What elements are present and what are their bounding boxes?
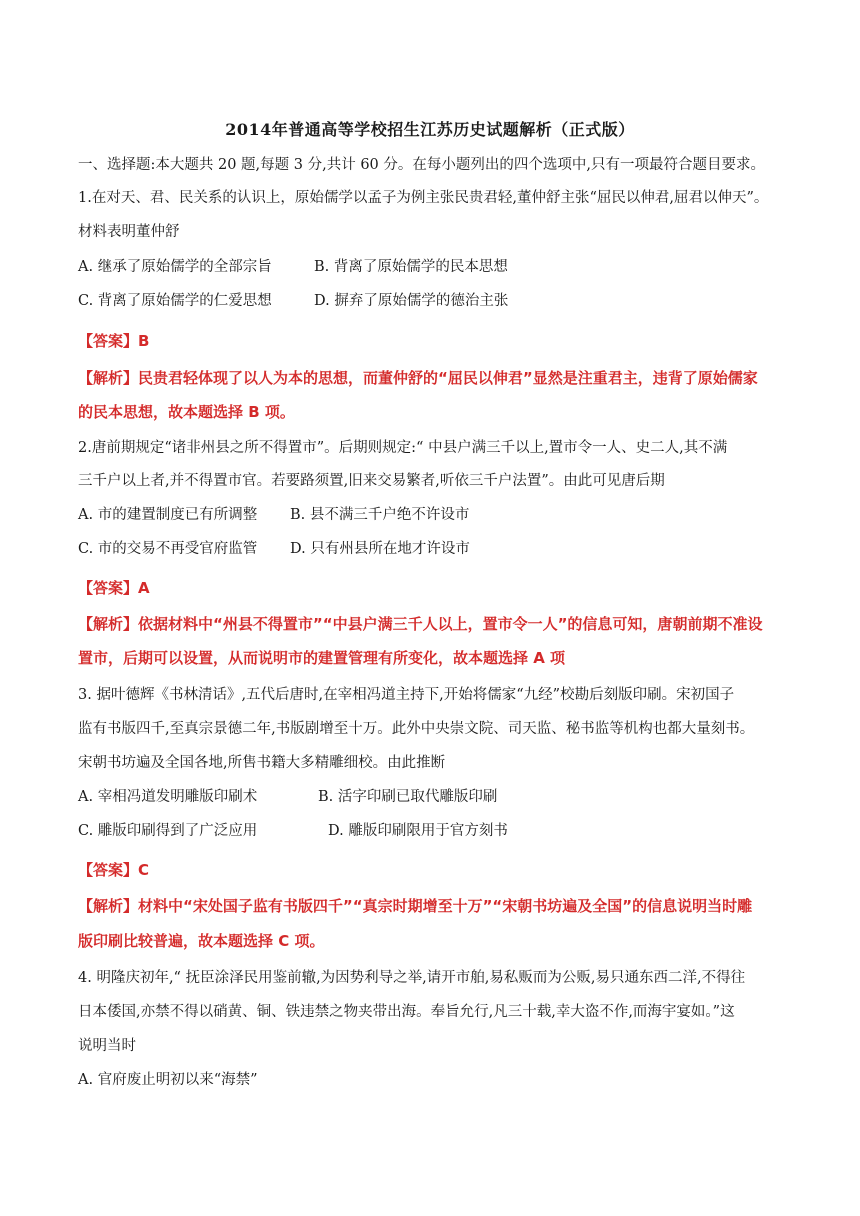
question-2-option-d: D. 只有州县所在地才许设市 (290, 541, 470, 557)
question-4-stem-line-2: 日本倭国,亦禁不得以硝黄、铜、铁违禁之物夹带出海。奉旨允行,凡三十载,幸大盗不作,而海宇宴如。”这 (78, 1004, 735, 1020)
question-3-stem-line-2: 监有书版四千,至真宗景德二年,书版剧增至十万。此外中央崇文院、司天监、秘书监等机构也都大量刻书。 (78, 721, 755, 737)
question-2-option-b: B. 县不满三千户绝不许设市 (290, 507, 470, 523)
question-1-analysis-line-1: 【解析】民贵君轻体现了以人为本的思想，而董仲舒的“屈民以伸君”显然是注重君主，违背了原始儒家 (78, 369, 758, 387)
question-1-analysis-line-2: 的民本思想，故本题选择 B 项。 (78, 403, 295, 421)
page-title: 2014年普通高等学校招生江苏历史试题解析（正式版） (225, 120, 635, 139)
question-3-option-d: D. 雕版印刷限用于官方刻书 (328, 823, 508, 839)
question-1-stem-line-1: 1.在对天、君、民关系的认识上，原始儒学以孟子为例主张民贵君轻,董仲舒主张“屈民以伸君,屈君以伸天”。 (78, 190, 769, 206)
question-2-option-c: C. 市的交易不再受官府监管 (78, 541, 258, 557)
question-3-analysis-line-1: 【解析】材料中“宋处国子监有书版四千”“真宗时期增至十万”“宋朝书坊遍及全国”的信息说明当时雕 (78, 897, 753, 915)
question-3-answer: 【答案】C (78, 861, 150, 879)
section-intro: 一、选择题:本大题共 20 题,每题 3 分,共计 60 分。在每小题列出的四个选项中,只有一项最符合题目要求。 (78, 157, 765, 173)
question-1-stem-line-2: 材料表明董仲舒 (78, 224, 180, 240)
question-1-option-a: A. 继承了原始儒学的全部宗旨 (78, 259, 272, 275)
question-4-option-a: A. 官府废止明初以来“海禁” (78, 1072, 258, 1088)
question-2-option-a: A. 市的建置制度已有所调整 (78, 507, 258, 523)
question-1-option-b: B. 背离了原始儒学的民本思想 (314, 259, 508, 275)
question-4-stem-line-1: 4. 明隆庆初年,“ 抚臣涂泽民用鉴前辙,为因势利导之举,请开市舶,易私贩而为公贩,易只通东西二洋,不得往 (78, 970, 746, 986)
question-2-answer: 【答案】A (78, 579, 150, 597)
question-4-stem-line-3: 说明当时 (78, 1038, 136, 1054)
question-3-option-a: A. 宰相冯道发明雕版印刷术 (78, 789, 258, 805)
question-3-stem-line-1: 3. 据叶德辉《书林清话》,五代后唐时,在宰相冯道主持下,开始将儒家“九经”校勘后刻版印刷。宋初国子 (78, 687, 735, 703)
question-3-option-c: C. 雕版印刷得到了广泛应用 (78, 823, 258, 839)
question-1-answer: 【答案】B (78, 332, 150, 350)
question-3-option-b: B. 活字印刷已取代雕版印刷 (318, 789, 498, 805)
question-2-analysis-line-1: 【解析】依据材料中“州县不得置市”“中县户满三千人以上，置市令一人”的信息可知，唐朝前期不准设 (78, 615, 763, 633)
question-2-stem-line-2: 三千户以上者,并不得置市官。若要路须置,旧来交易繁者,听依三千户法置”。由此可见唐后期 (78, 473, 665, 489)
question-1-option-d: D. 摒弃了原始儒学的德治主张 (314, 293, 509, 309)
question-3-analysis-line-2: 版印刷比较普遍，故本题选择 C 项。 (78, 932, 325, 950)
question-2-stem-line-1: 2.唐前期规定“诸非州县之所不得置市”。后期则规定:“ 中县户满三千以上,置市令一人、史二人,其不满 (78, 440, 728, 456)
question-2-analysis-line-2: 置市，后期可以设置，从而说明市的建置管理有所变化，故本题选择 A 项 (78, 649, 566, 667)
question-1-option-c: C. 背离了原始儒学的仁爱思想 (78, 293, 272, 309)
question-3-stem-line-3: 宋朝书坊遍及全国各地,所售书籍大多精雕细校。由此推断 (78, 755, 446, 771)
